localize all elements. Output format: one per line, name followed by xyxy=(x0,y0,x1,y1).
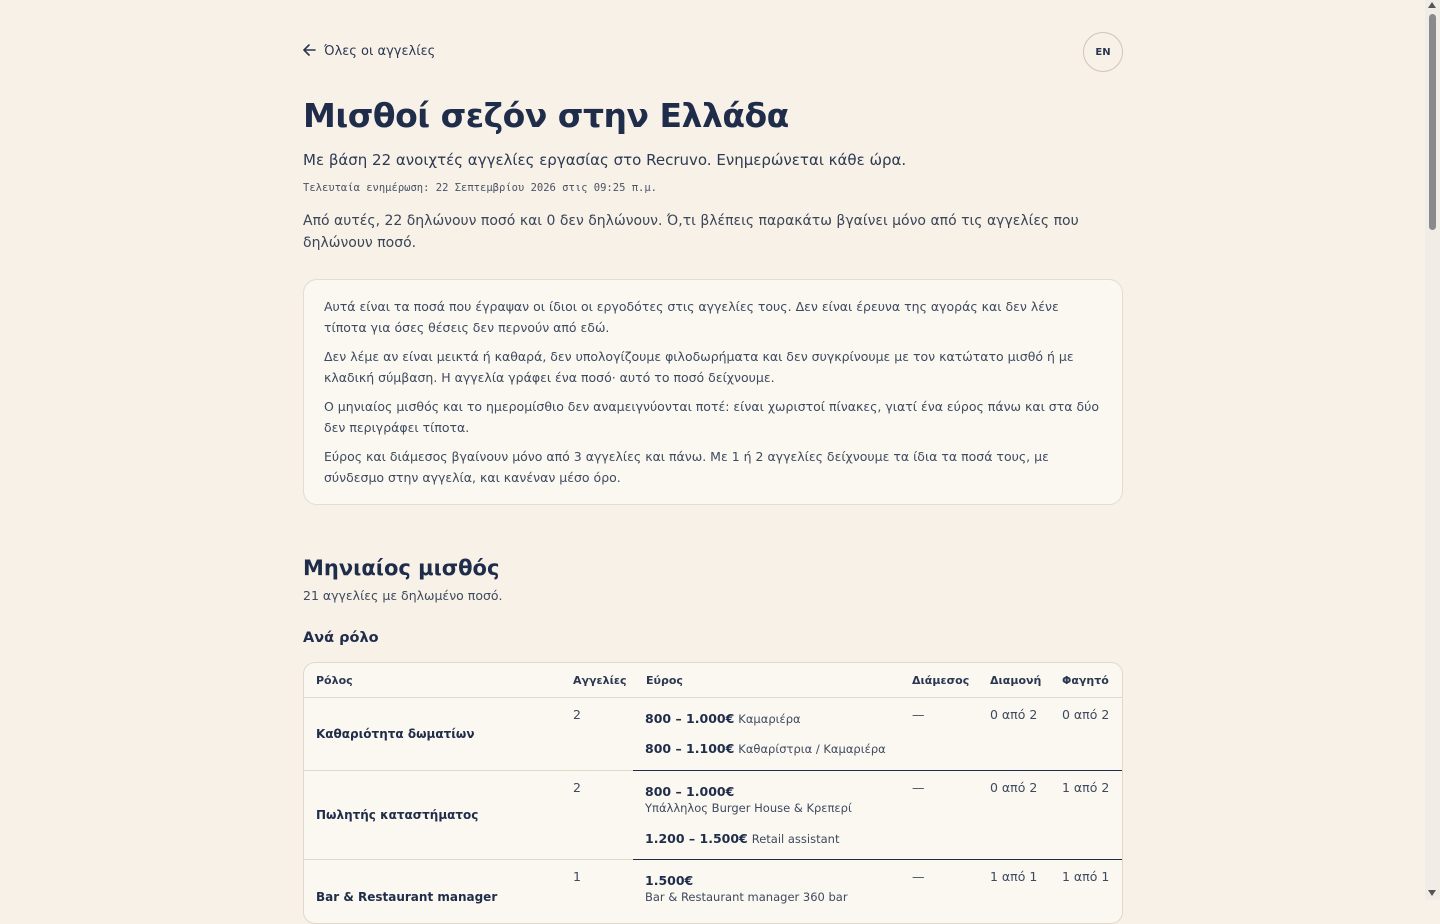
salary-entry-link[interactable] xyxy=(645,711,801,726)
column-header-stay: Διαμονή xyxy=(990,674,1042,687)
listing-title: Υπάλληλος Burger House & Κρεπερί xyxy=(645,801,852,815)
median-value: — xyxy=(912,780,925,795)
scroll-up-icon[interactable] xyxy=(1428,2,1436,8)
top-bar xyxy=(303,32,1123,76)
range-cell xyxy=(633,698,1122,771)
role-cell xyxy=(304,771,634,860)
section-title: Μηνιαίος μισθός xyxy=(303,556,500,580)
role-name: Καθαριότητα δωματίων xyxy=(316,727,475,741)
listing-title: Καμαριέρα xyxy=(738,712,801,726)
summary-text: Από αυτές, 22 δηλώνουν ποσό και 0 δεν δηλώνουν. Ό,τι βλέπεις παρακάτω βγαίνει μόνο από τις αγγελίες που δηλώνουν ποσό. xyxy=(303,213,1079,251)
listing-count: 2 xyxy=(573,780,581,795)
salary-amount: 1.500€ xyxy=(645,873,694,888)
median-value: — xyxy=(912,707,925,722)
salary-amount: 800 – 1.000€ xyxy=(645,711,735,726)
page-title: Μισθοί σεζόν στην Ελλάδα xyxy=(303,96,789,135)
role-name: Bar & Restaurant manager xyxy=(316,890,498,904)
salary-amount: 800 – 1.100€ xyxy=(645,741,735,756)
role-name: Πωλητής καταστήματος xyxy=(316,808,479,822)
salary-amount: 1.200 – 1.500€ xyxy=(645,831,748,846)
listing-title: Retail assistant xyxy=(751,832,840,846)
language-toggle-button[interactable]: EN xyxy=(1083,32,1123,72)
column-header-count: Αγγελίες xyxy=(573,674,627,687)
median-value: — xyxy=(912,869,925,884)
food-value: 1 από 1 xyxy=(1062,869,1110,884)
role-cell xyxy=(304,860,634,924)
back-link-label: Όλες οι αγγελίες xyxy=(324,44,436,59)
range-cell xyxy=(633,771,1122,860)
arrow-left-icon xyxy=(303,44,316,59)
food-value: 0 από 2 xyxy=(1062,707,1110,722)
disclaimer-paragraph: Ο μηνιαίος μισθός και το ημερομίσθιο δεν αναμειγνύονται ποτέ: είναι χωριστοί πίνακες, γιατί ένα εύρος πάνω και στα δύο δεν περιγράφει τίποτα. xyxy=(324,399,1099,435)
salary-table xyxy=(303,662,1123,924)
salary-entry-link[interactable] xyxy=(645,831,839,846)
disclaimer-paragraph: Αυτά είναι τα ποσά που έγραψαν οι ίδιοι οι εργοδότες στις αγγελίες τους. Δεν είναι έρευνα της αγοράς και δεν λένε τίποτα για όσες θέσεις δεν περνούν από εδώ. xyxy=(324,299,1059,335)
back-link[interactable] xyxy=(303,44,435,59)
column-header-range: Εύρος xyxy=(646,674,683,687)
scroll-down-icon[interactable] xyxy=(1428,890,1436,896)
section-subtitle: 21 αγγελίες με δηλωμένο ποσό. xyxy=(303,588,503,603)
column-header-role: Ρόλος xyxy=(316,674,353,687)
listing-count: 2 xyxy=(573,707,581,722)
salary-entry-link[interactable] xyxy=(645,873,848,904)
column-header-food: Φαγητό xyxy=(1062,674,1109,687)
range-cell xyxy=(633,860,1122,924)
accommodation-value: 0 από 2 xyxy=(990,780,1038,795)
disclaimer-box xyxy=(303,279,1123,505)
role-cell xyxy=(304,698,634,771)
salary-entry-link[interactable] xyxy=(645,784,852,815)
group-title: Ανά ρόλο xyxy=(303,630,379,646)
table-row xyxy=(304,698,1122,771)
disclaimer-paragraph: Εύρος και διάμεσος βγαίνουν μόνο από 3 αγγελίες και πάνω. Με 1 ή 2 αγγελίες δείχνουμε τα ίδια τα ποσά τους, με σύνδεσμο στην αγγελία, και κανέναν μέσο όρο. xyxy=(324,449,1049,485)
salary-amount: 800 – 1.000€ xyxy=(645,784,735,799)
last-updated: Τελευταία ενημέρωση: 22 Σεπτεμβρίου 2026 στις 09:25 π.μ. xyxy=(303,182,658,194)
food-value: 1 από 2 xyxy=(1062,780,1110,795)
page-subtitle: Με βάση 22 ανοιχτές αγγελίες εργασίας στο Recruvo. Ενημερώνεται κάθε ώρα. xyxy=(303,151,907,169)
table-row xyxy=(304,860,1122,924)
listing-count: 1 xyxy=(573,869,581,884)
column-header-median: Διάμεσος xyxy=(912,674,970,687)
listing-title: Καθαρίστρια / Καμαριέρα xyxy=(738,742,886,756)
table-row xyxy=(304,771,1122,860)
table-header xyxy=(304,663,1122,698)
scrollbar-thumb[interactable] xyxy=(1429,14,1436,230)
disclaimer-paragraph: Δεν λέμε αν είναι μεικτά ή καθαρά, δεν υπολογίζουμε φιλοδωρήματα και δεν συγκρίνουμε με τον κατώτατο μισθό ή με κλαδική σύμβαση. Η αγγελία γράφει ένα ποσό· αυτό το ποσό δείχνουμε. xyxy=(324,349,1074,385)
accommodation-value: 0 από 2 xyxy=(990,707,1038,722)
listing-title: Bar & Restaurant manager 360 bar xyxy=(645,890,848,904)
accommodation-value: 1 από 1 xyxy=(990,869,1038,884)
vertical-scrollbar[interactable] xyxy=(1425,0,1440,900)
salary-entry-link[interactable] xyxy=(645,741,886,756)
